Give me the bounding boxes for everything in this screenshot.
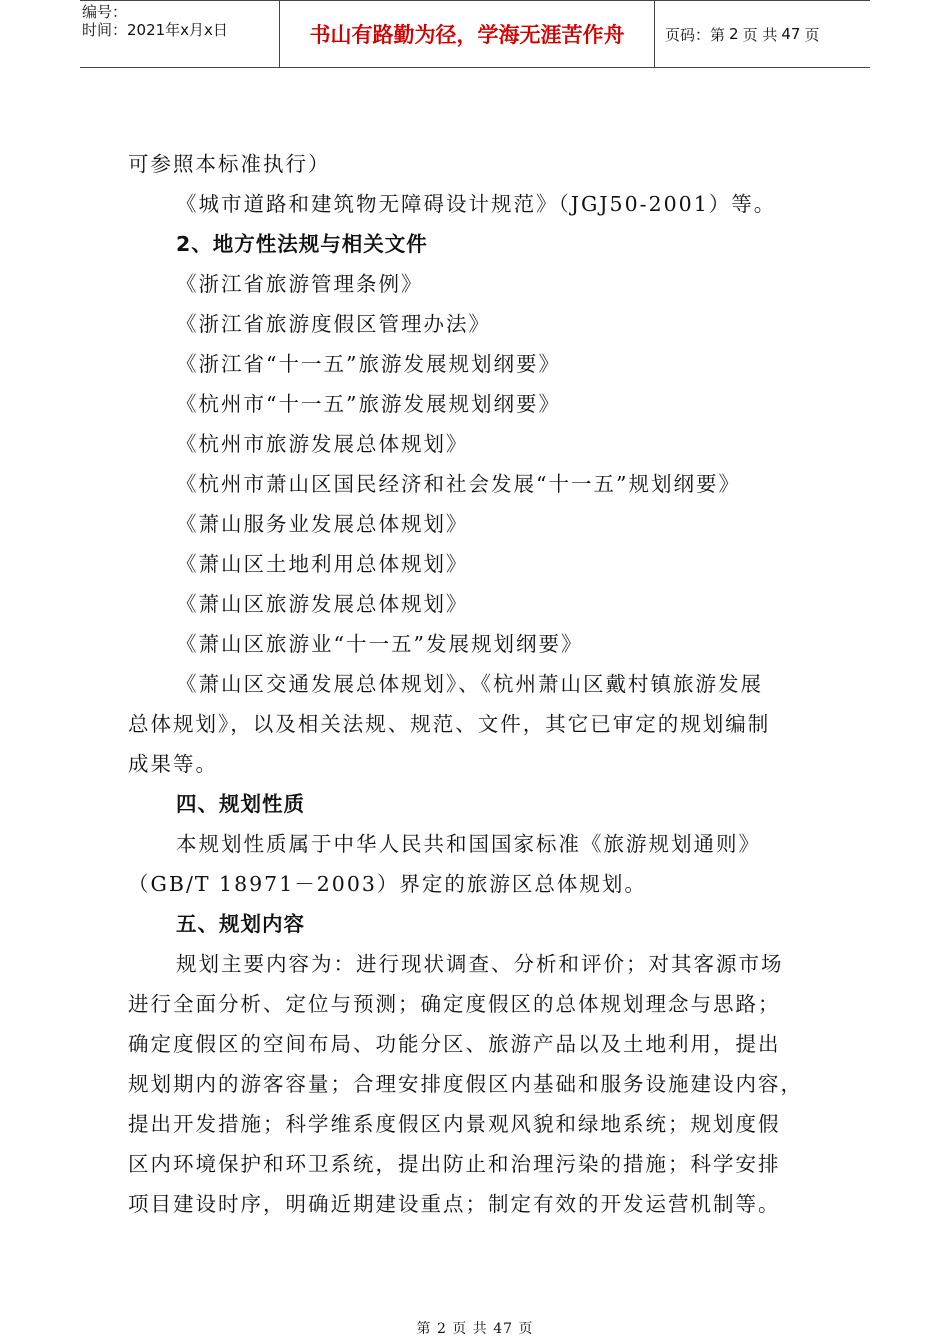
text-line: 进行全面分析、定位与预测；确定度假区的总体规划理念与思路； [128,992,781,1016]
document-item: 《萧山区交通发展总体规划》、《杭州萧山区戴村镇旅游发展 [176,672,763,696]
text-line: 《城市道路和建筑物无障碍设计规范》（JGJ50-2001）等。 [176,192,777,216]
text-line: 规划期内的游客容量；合理安排度假区内基础和服务设施建设内容， [128,1072,803,1096]
document-item: 《浙江省“十一五”旅游发展规划纲要》 [176,352,561,376]
text-line: 提出开发措施；科学维系度假区内景观风貌和绿地系统；规划度假 [128,1112,781,1136]
document-body [128,144,828,1224]
page-suffix: 页 [804,25,820,44]
text-line: （GB/T 18971－2003）界定的旅游区总体规划。 [128,872,647,896]
text-line: 确定度假区的空间布局、功能分区、旅游产品以及土地利用，提出 [128,1032,781,1056]
page-footer: 第 2 页 共 47 页 [416,1321,534,1337]
header-motto: 书山有路勤为径，学海无涯苦作舟 [280,1,655,67]
time-label: 时间：2021年x月x日 [82,21,228,39]
document-item: 《浙江省旅游度假区管理办法》 [176,312,491,336]
number-label: 编号： [82,3,128,21]
document-item: 《萧山区旅游发展总体规划》 [176,592,469,616]
document-item: 《杭州市萧山区国民经济和社会发展“十一五”规划纲要》 [176,472,741,496]
document-item: 《杭州市旅游发展总体规划》 [176,432,469,456]
page-total: 47 [781,25,801,43]
text-line: 成果等。 [128,752,218,776]
text-line: 可参照本标准执行） [128,152,331,176]
section-heading: 四、规划性质 [176,792,305,816]
text-line: 项目建设时序，明确近期建设重点；制定有效的开发运营机制等。 [128,1192,781,1216]
section-heading: 五、规划内容 [176,912,305,936]
header-page-info [655,1,870,67]
document-item: 《萧山服务业发展总体规划》 [176,512,469,536]
document-item: 《萧山区旅游业“十一五”发展规划纲要》 [176,632,584,656]
document-item: 《萧山区土地利用总体规划》 [176,552,469,576]
page-prefix: 页码：第 [665,25,726,44]
header-meta [80,1,280,67]
text-line: 规划主要内容为：进行现状调查、分析和评价；对其客源市场 [176,952,784,976]
page-header [80,0,870,68]
document-item: 《杭州市“十一五”旅游发展规划纲要》 [176,392,561,416]
text-line: 区内环境保护和环卫系统，提出防止和治理污染的措施；科学安排 [128,1152,781,1176]
page-mid: 页 共 [742,25,778,44]
text-line: 总体规划》，以及相关法规、规范、文件，其它已审定的规划编制 [128,712,771,736]
page-number: 2 [729,25,739,43]
text-line: 本规划性质属于中华人民共和国国家标准《旅游规划通则》 [176,832,761,856]
section-heading: 2、地方性法规与相关文件 [176,232,428,256]
document-item: 《浙江省旅游管理条例》 [176,272,424,296]
